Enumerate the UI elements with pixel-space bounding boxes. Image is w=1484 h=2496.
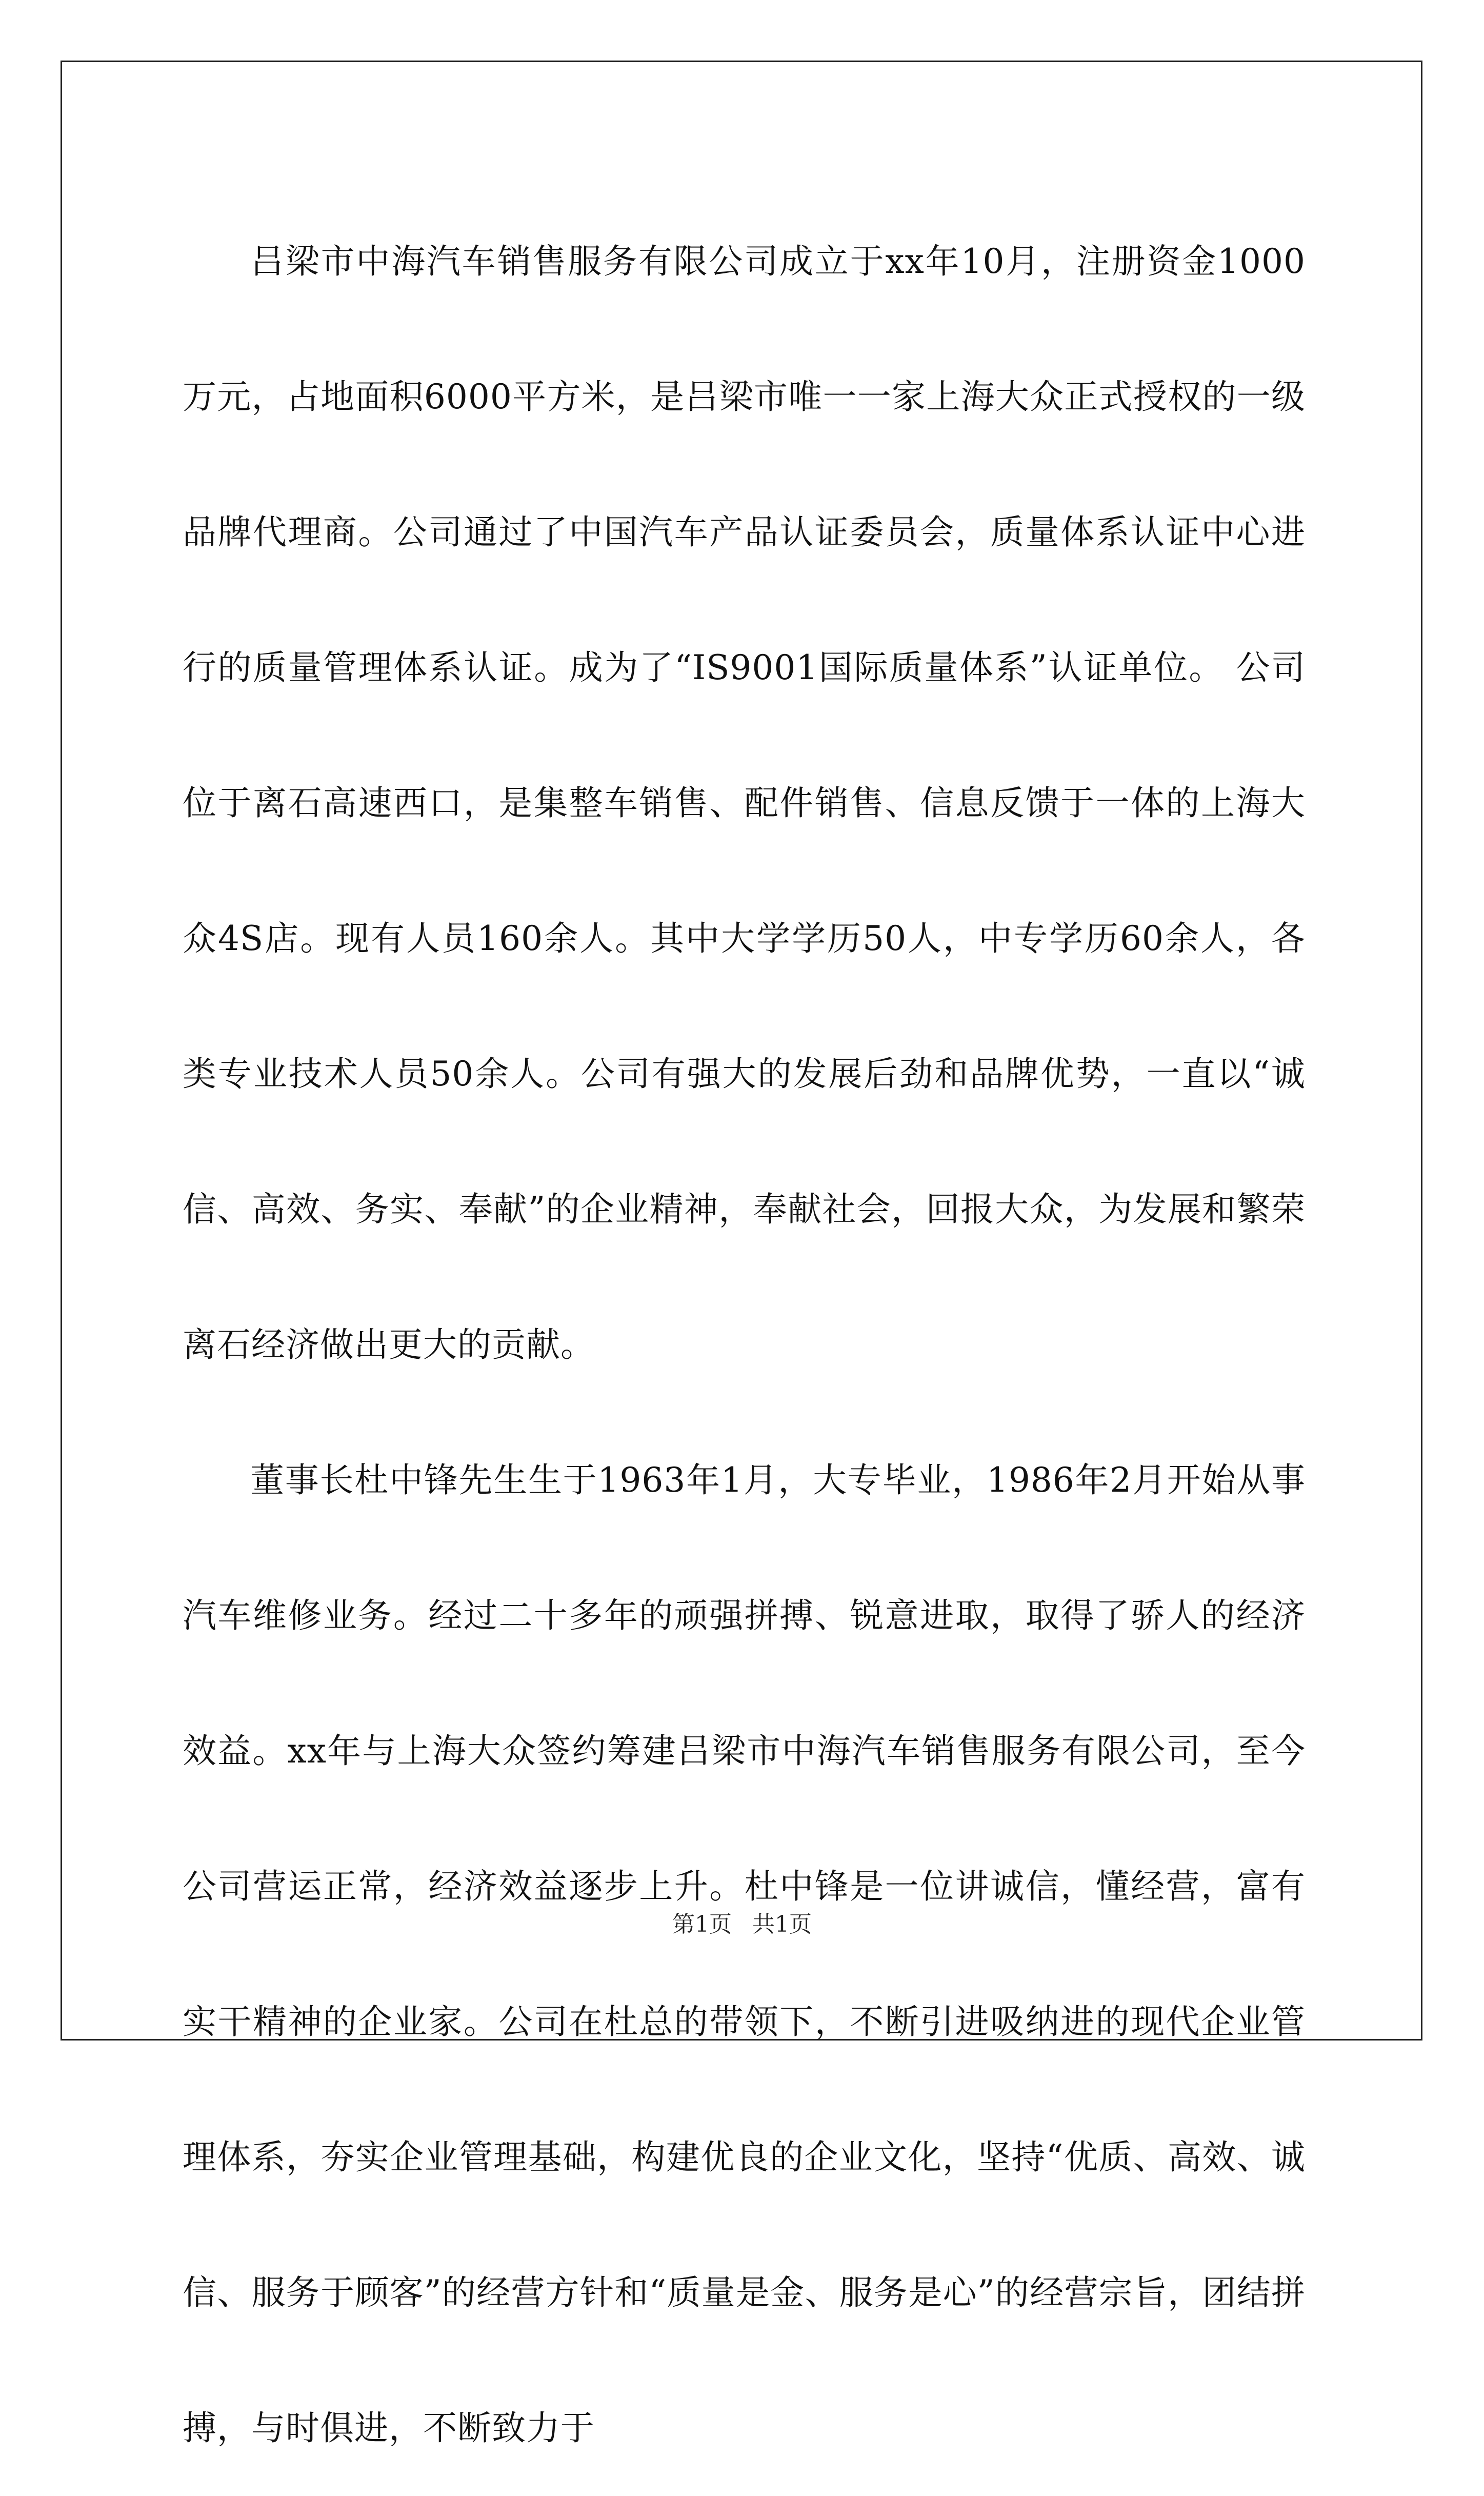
document-body [183,194,1306,2496]
page-footer [0,1909,1484,1940]
paragraph-chairman-intro: 董事长杜中锋先生生于1963年1月，大专毕业，1986年2月开始从事汽车维修业务。经过二十多年的顽强拼搏、锐意进取，取得了骄人的经济效益。xx年与上海大众签约筹建吕梁市中海汽车销售服务有限公司，至今公司营运正常，经济效益逐步上升。杜中锋是一位讲诚信，懂经营，富有实干精神的企业家。公司在杜总的带领下，不断引进吸纳进的现代企业管理体系，夯实企业管理基础，构建优良的企业文化，坚持“优质、高效、诚信、服务于顾客”的经营方针和“质量是金、服务是心”的经营宗旨，团结拼搏，与时俱进，不断致力于 [183,1460,1306,2448]
page-number-current: 第1页 [672,1911,732,1937]
page-number-total: 共1页 [752,1911,812,1937]
paragraph-company-intro: 吕梁市中海汽车销售服务有限公司成立于xx年10月，注册资金1000万元，占地面积6000平方米，是吕梁市唯一一家上海大众正式授权的一级品牌代理商。公司通过了中国汽车产品认证委员会，质量体系认证中心进行的质量管理体系认证。成为了“IS9001国际质量体系”认证单位。 公司位于离石高速西口，是集整车销售、配件销售、信息反馈于一体的上海大众4S店。现有人员160余人。其中大学学历50人，中专学历60余人，各类专业技术人员50余人。公司有强大的发展后劲和品牌优势，一直以“诚信、高效、务实、奉献”的企业精神，奉献社会，回报大众，为发展和繁荣离石经济做出更大的贡献。 [183,242,1306,1364]
